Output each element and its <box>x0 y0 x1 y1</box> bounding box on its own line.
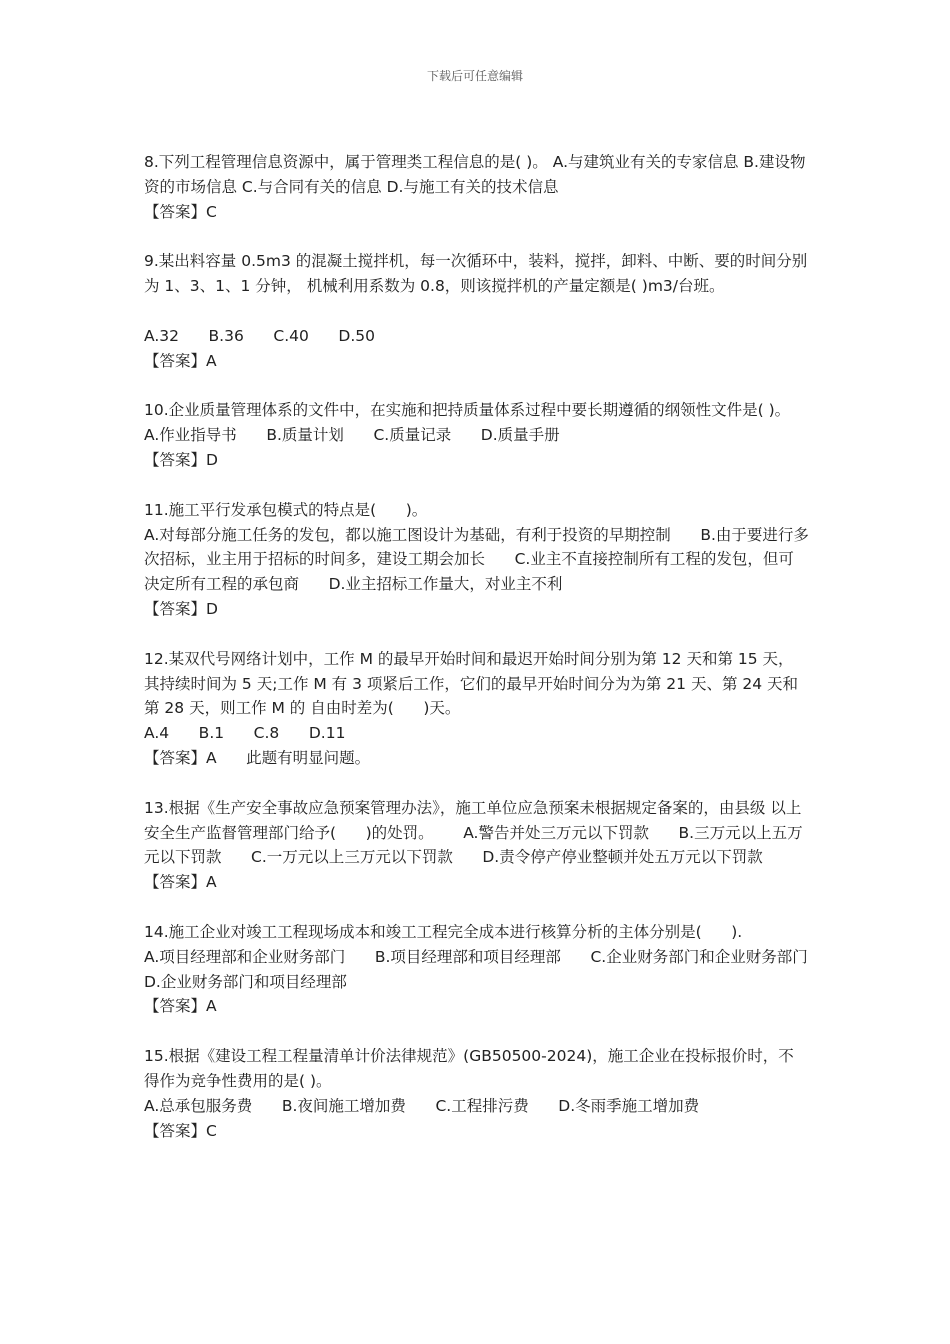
question-text: 8.下列工程管理信息资源中，属于管理类工程信息的是( )。 A.与建筑业有关的专家信息 B.建设物资的市场信息 C.与合同有关的信息 D.与施工有关的技术信息 <box>144 153 806 196</box>
question-10 <box>144 398 809 472</box>
question-13 <box>144 796 809 895</box>
question-14 <box>144 920 838 1019</box>
question-11 <box>144 498 809 622</box>
question-12 <box>144 647 809 771</box>
answer-line: 【答案】D <box>144 599 218 618</box>
answer-line: 【答案】A <box>144 873 217 892</box>
answer-line: 【答案】A <box>144 351 217 370</box>
question-9 <box>144 249 809 373</box>
options-line: A.项目经理部和企业财务部门 B.项目经理部和项目经理部 C.企业财务部门和企业财务部门 D.企业财务部门和项目经理部 <box>144 947 838 991</box>
question-15 <box>144 1044 809 1143</box>
question-8 <box>144 150 809 224</box>
answer-line: 【答案】A 此题有明显问题。 <box>144 748 371 767</box>
question-list <box>144 150 838 1168</box>
question-text: 9.某出料容量 0.5m3 的混凝土搅拌机，每一次循环中，装料，搅拌，卸料、中断、要的时间分别为 1、3、1、1 分钟， 机械利用系数为 0.8，则该搅拌机的产量定额是( )m3/台班。 <box>144 252 808 296</box>
question-text: 15.根据《建设工程工程量清单计价法律规范》(GB50500-2024)，施工企业在投标报价时，不得作为竞争性费用的是( )。 <box>144 1047 794 1090</box>
question-text: 11.施工平行发承包模式的特点是( )。 <box>144 500 428 519</box>
question-text: 12.某双代号网络计划中，工作 M 的最早开始时间和最迟开始时间分别为第 12 天和第 15 天，其持续时间为 5 天;工作 M 有 3 项紧后工作，它们的最早开始时间分为为第 21 天、第 24 天和第 28 天，则工作 M 的 自由时差为( )天。 <box>144 649 799 718</box>
answer-line: 【答案】C <box>144 202 217 221</box>
question-text: 13.根据《生产安全事故应急预案管理办法》，施工单位应急预案未根据规定备案的，由县级 以上安全生产监督管理部门给予( )的处罚。 A.警告并处三万元以下罚款 B.三万元以上五万元以下罚款 C.一万元以上三万元以下罚款 D.责令停产停业整顿并处五万元以下罚款 <box>144 798 803 867</box>
answer-line: 【答案】A <box>144 997 217 1016</box>
answer-line: 【答案】D <box>144 450 218 469</box>
options-line: A.32 B.36 C.40 D.50 <box>144 326 376 345</box>
options-line: A.总承包服务费 B.夜间施工增加费 C.工程排污费 D.冬雨季施工增加费 <box>144 1096 700 1115</box>
question-text: 14.施工企业对竣工工程现场成本和竣工工程完全成本进行核算分析的主体分别是( ). <box>144 922 743 941</box>
answer-line: 【答案】C <box>144 1121 217 1140</box>
options-line: A.对每部分施工任务的发包，都以施工图设计为基础，有利于投资的早期控制 B.由于要进行多次招标，业主用于招标的时间多，建设工期会加长 C.业主不直接控制所有工程的发包，但可决定所有工程的承包商 D.业主招标工作量大，对业主不利 <box>144 525 809 594</box>
options-line: A.4 B.1 C.8 D.11 <box>144 724 346 743</box>
page-header: 下载后可任意编辑 <box>426 69 523 83</box>
question-text: 10.企业质量管理体系的文件中，在实施和把持质量体系过程中要长期遵循的纲领性文件是( )。 <box>144 401 791 420</box>
options-line: A.作业指导书 B.质量计划 C.质量记录 D.质量手册 <box>144 426 560 445</box>
